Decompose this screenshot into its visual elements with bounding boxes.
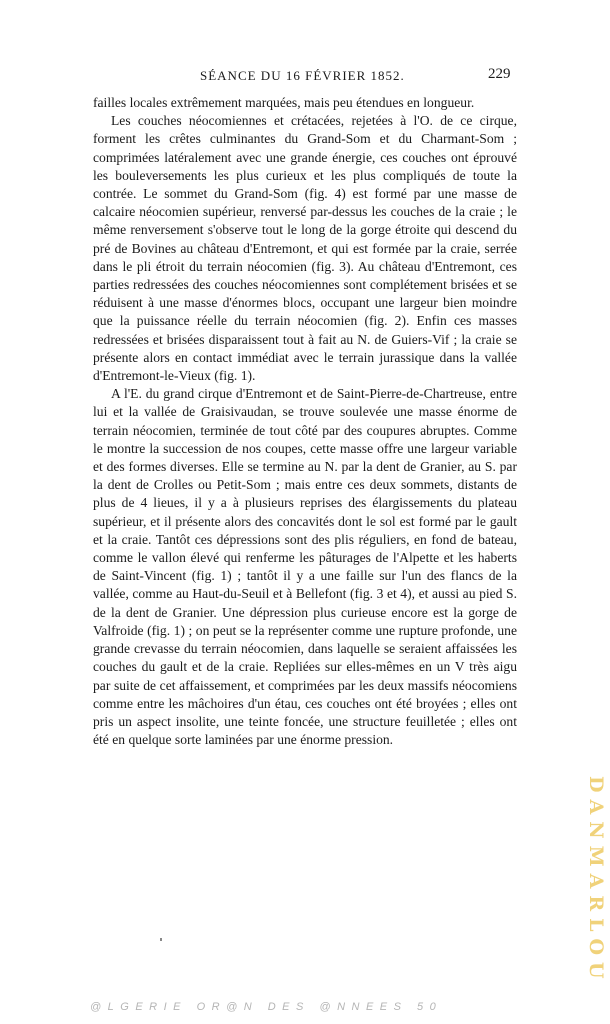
paragraph: A l'E. du grand cirque d'Entremont et de Saint-Pierre-de-Chartreuse, entre lui et la vallée de Graisivaudan, se trouve soulevée une masse énorme de terrain néocomien, terminée de tout côté par des coupures abruptes. Comme le montre la succession de nos coupes, cette masse offre une largeur variable et des formes diverses. Elle se termine au N. par la dent de Granier, au S. par la dent de Crolles ou Petit-Som ; mais entre ces deux sommets, distants de plus de 4 lieues, il y a à plusieurs reprises des élargissements du plateau supérieur, et il présente alors des concavités dont le sol est formé par le gault et la craie. Tantôt ces dépressions sont des plis réguliers, en fond de bateau, comme le vallon élevé qui renferme les pâturages de l'Alpette et les haberts de Saint-Vincent (fig. 1) ; tantôt il y a une faille sur l'un des flancs de la vallée, comme au Haut-du-Seuil et à Bellefont (fig. 3 et 4), et aussi au pied S. de la dent de Granier. Une dépression plus curieuse encore est la gorge de Valfroide (fig. 1) ; on peut se la représenter comme une rupture profonde, une grande crevasse du terrain néocomien, dans laquelle se seraient affaissées les couches du gault et de la craie. Repliées sur elles-mêmes en un V très aigu par suite de cet affaissement, et comprimées par les deux massifs néocomiens comme entre les mâchoires d'un étau, ces couches ont été broyées ; elles ont pris un aspect insolite, une teinte foncée, une structure feuilletée ; elles ont été en quelque sorte laminées par une énorme pression. <box>93 386 517 748</box>
running-head: SÉANCE DU 16 FÉVRIER 1852. <box>200 68 405 83</box>
paragraph: Les couches néocomiennes et crétacées, rejetées à l'O. de ce cirque, forment les crêtes culminantes du Grand-Som et du Charmant-Som ; comprimées latéralement avec une grande énergie, ces couches ont éprouvé les bouleversements les plus curieux et les plus compliqués de toute la contrée. Le sommet du Grand-Som (fig. 4) est formé par une masse de calcaire néocomien supérieur, renversé par-dessus les couches de la craie ; le même renversement s'observe tout le long de la gorge étroite qui descend du pré de Bovines au château d'Entremont, et qui est formée par la craie, serrée dans le pli étroit du terrain néocomien (fig. 3). Au château d'Entremont, ces parties redressées des couches néocomiennes sont complétement brisées et se réduisent à une masse d'énormes blocs, occupant une largeur bien moindre que la puissance réelle du terrain néocomien (fig. 2). Enfin ces masses redressées et brisées disparaissent tout à fait au N. de Guiers-Vif ; la craie se présente alors en contact immédiat avec le terrain jurassique dans la vallée d'Entremont-le-Vieux (fig. 1). <box>93 113 517 384</box>
footer-watermark: @LGERIE OR@N DES @NNEES 50 <box>90 1001 443 1013</box>
page-number: 229 <box>488 66 511 82</box>
ink-speck <box>160 938 162 941</box>
watermark-vertical: DANMARLOU <box>585 776 607 986</box>
paragraph-continued: failles locales extrêmement marquées, mais peu étendues en longueur. <box>93 95 475 110</box>
body-text <box>93 94 517 749</box>
